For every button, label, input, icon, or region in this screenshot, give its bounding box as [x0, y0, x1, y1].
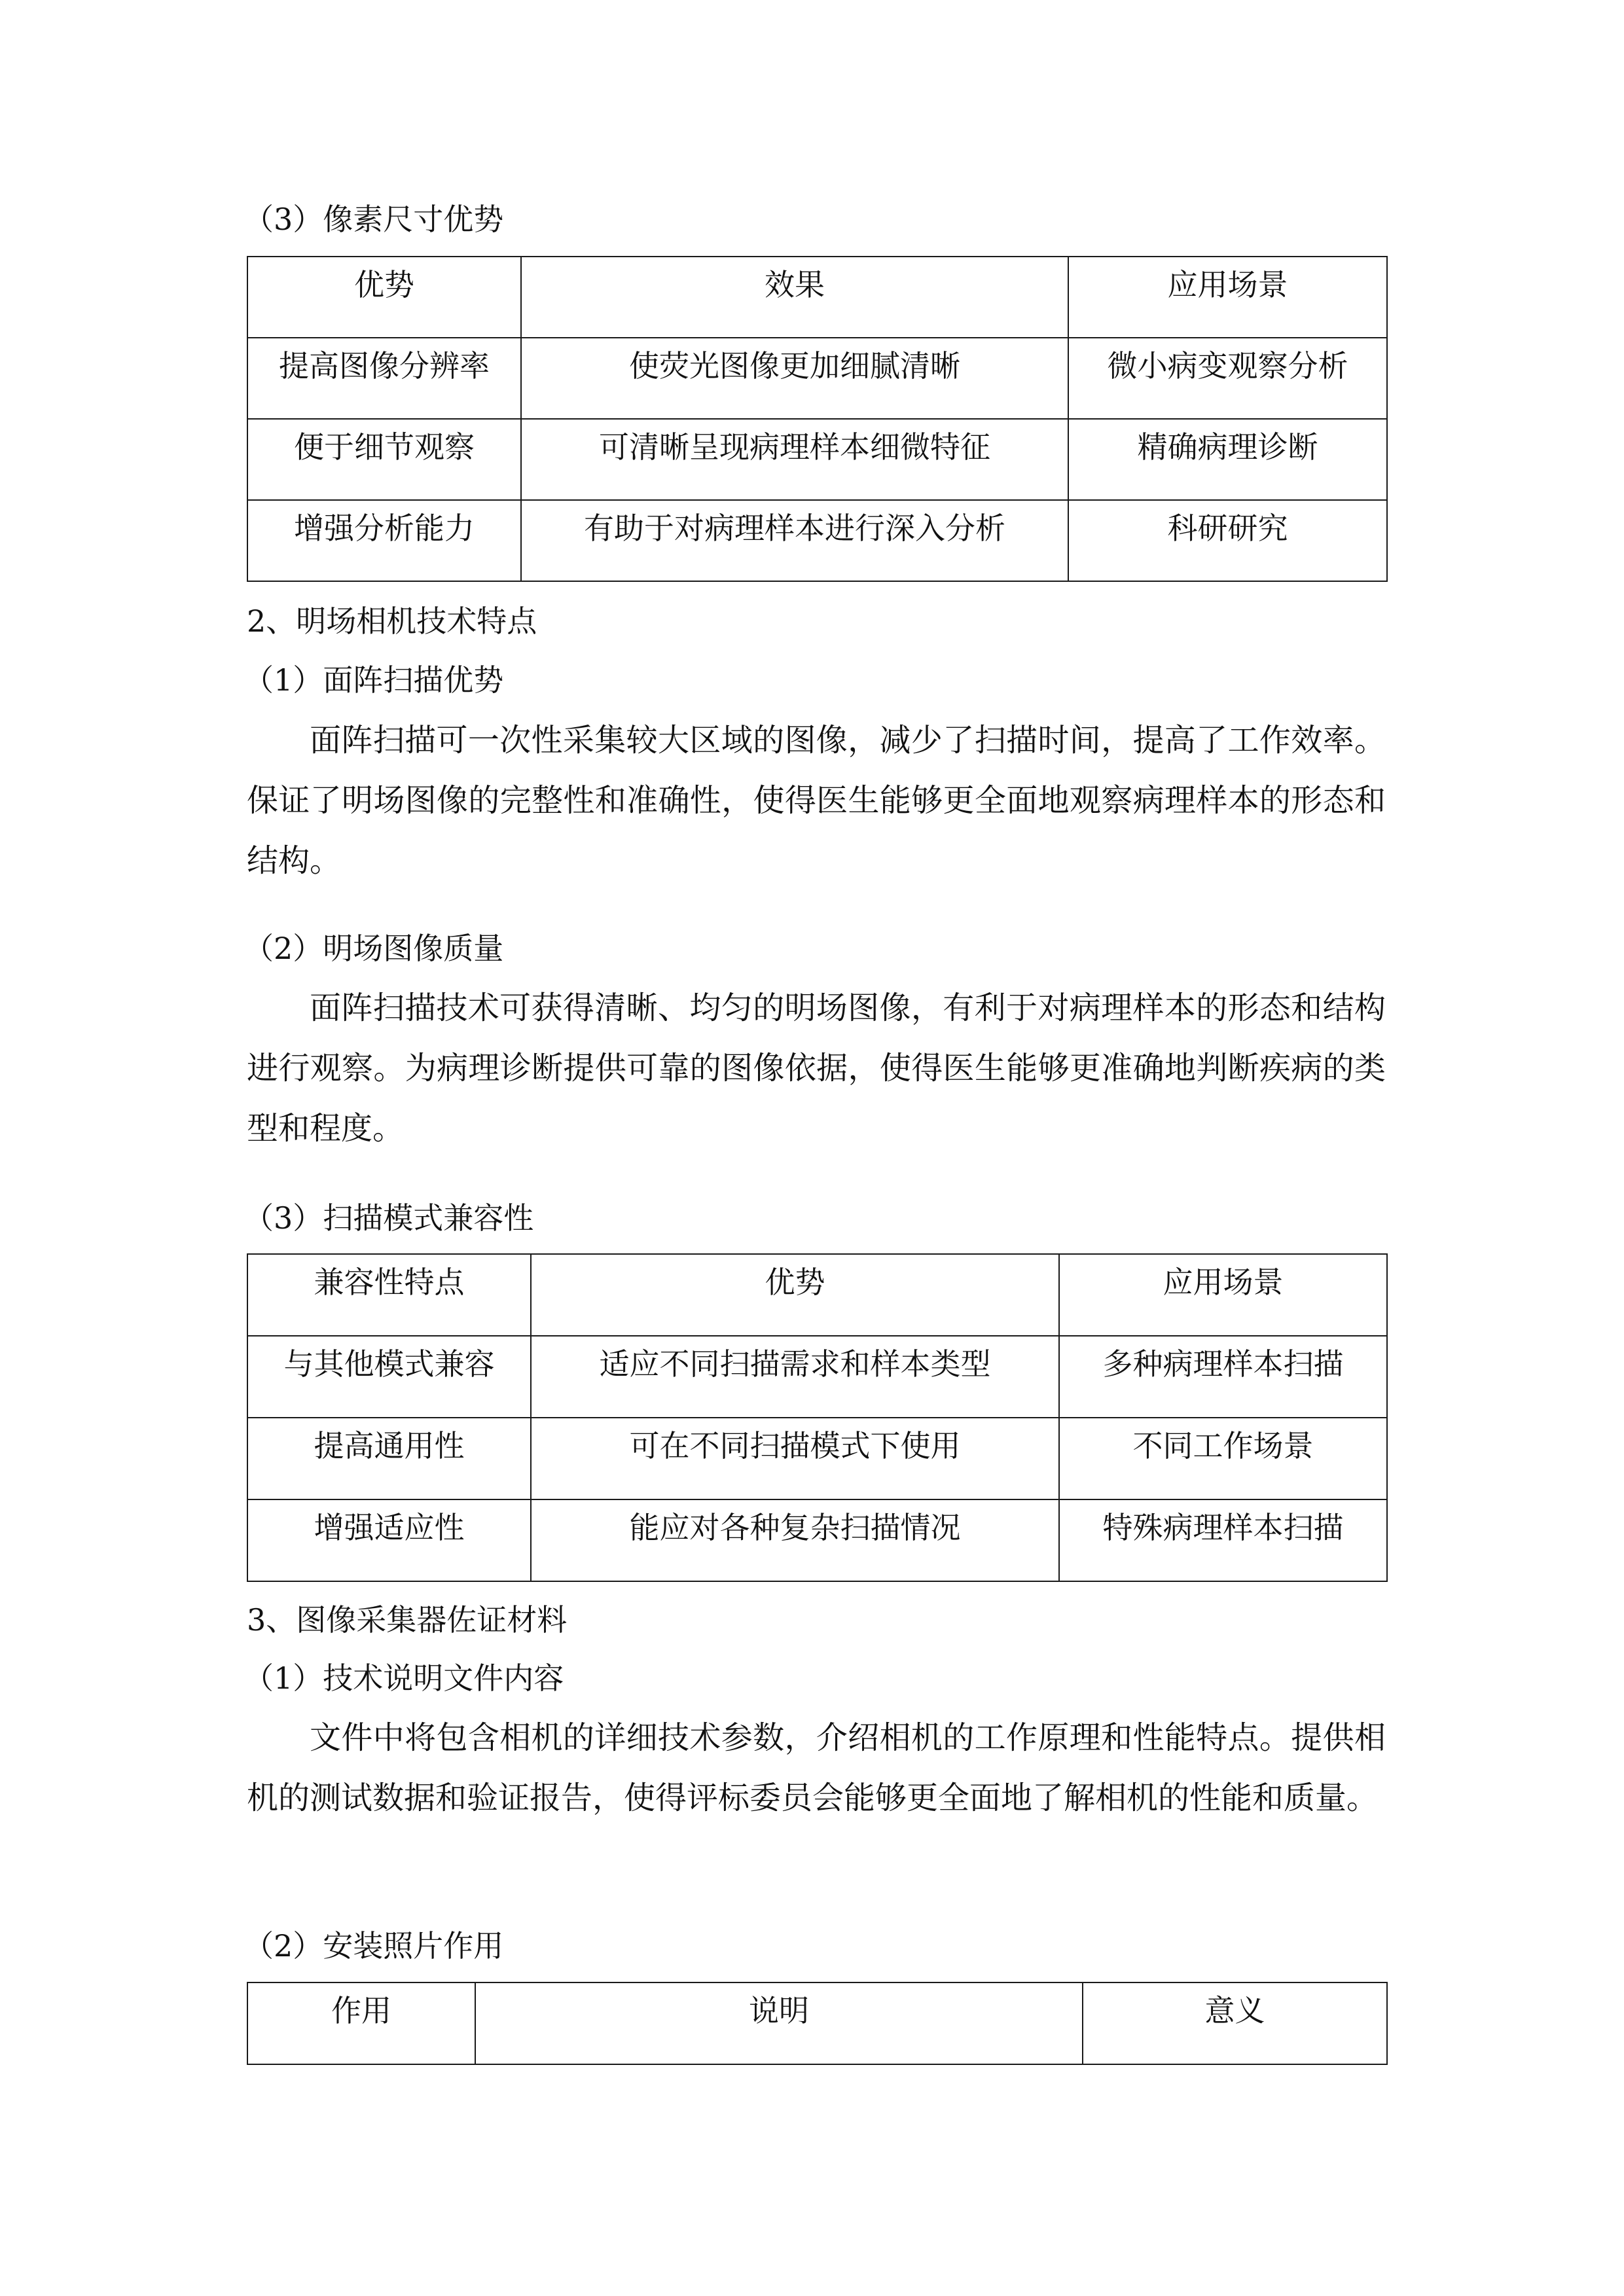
table-cell: 便于细节观察: [247, 419, 521, 500]
table-cell: 科研研究: [1068, 500, 1387, 581]
table-cell: 提高通用性: [247, 1418, 531, 1499]
section-heading: 2、明场相机技术特点: [247, 603, 537, 639]
table-header-row: [247, 257, 1387, 338]
table-installation-photo-role: [247, 1982, 1386, 2065]
table-cell: 能应对各种复杂扫描情况: [531, 1499, 1059, 1581]
table-row: [247, 419, 1387, 500]
section-heading: （3）像素尺寸优势: [244, 202, 504, 237]
table-cell: 增强适应性: [247, 1499, 531, 1581]
table-header-cell: 说明: [475, 1982, 1083, 2064]
subsection-heading: （1）面阵扫描优势: [244, 662, 504, 698]
subsection-heading: （2）安装照片作用: [244, 1928, 504, 1964]
table-cell: 微小病变观察分析: [1068, 338, 1387, 419]
table-cell: 精确病理诊断: [1068, 419, 1387, 500]
table-header-cell: 优势: [247, 257, 521, 338]
table-row: [247, 1336, 1387, 1418]
table-cell: 适应不同扫描需求和样本类型: [531, 1336, 1059, 1418]
table-header-cell: 应用场景: [1068, 257, 1387, 338]
section-heading: 3、图像采集器佐证材料: [247, 1602, 568, 1638]
table-cell: 可在不同扫描模式下使用: [531, 1418, 1059, 1499]
table-row: [247, 500, 1387, 581]
table-cell: 有助于对病理样本进行深入分析: [521, 500, 1068, 581]
table-cell: 可清晰呈现病理样本细微特征: [521, 419, 1068, 500]
paragraph: 面阵扫描技术可获得清晰、均匀的明场图像，有利于对病理样本的形态和结构进行观察。为病理诊断提供可靠的图像依据，使得医生能够更准确地判断疾病的类型和程度。: [247, 990, 1386, 1147]
paragraph: 面阵扫描可一次性采集较大区域的图像，减少了扫描时间，提高了工作效率。保证了明场图像的完整性和准确性，使得医生能够更全面地观察病理样本的形态和结构。: [247, 722, 1386, 879]
table-row: [247, 1418, 1387, 1499]
table-cell: 多种病理样本扫描: [1059, 1336, 1387, 1418]
table-row: [247, 338, 1387, 419]
paragraph: 文件中将包含相机的详细技术参数，介绍相机的工作原理和性能特点。提供相机的测试数据和验证报告，使得评标委员会能够更全面地了解相机的性能和质量。: [247, 1719, 1386, 1816]
table-header-cell: 效果: [521, 257, 1068, 338]
table-header-cell: 意义: [1083, 1982, 1387, 2064]
table-pixel-size-advantages: [247, 256, 1386, 582]
table-header-cell: 兼容性特点: [247, 1254, 531, 1336]
table-cell: 使荧光图像更加细腻清晰: [521, 338, 1068, 419]
table-cell: 增强分析能力: [247, 500, 521, 581]
table-scan-mode-compatibility: [247, 1253, 1386, 1582]
table-header-cell: 应用场景: [1059, 1254, 1387, 1336]
table-cell: 不同工作场景: [1059, 1418, 1387, 1499]
table-header-cell: 优势: [531, 1254, 1059, 1336]
subsection-heading: （2）明场图像质量: [244, 931, 504, 966]
table-cell: 特殊病理样本扫描: [1059, 1499, 1387, 1581]
table-row: [247, 1499, 1387, 1581]
table-cell: 与其他模式兼容: [247, 1336, 531, 1418]
subsection-heading: （3）扫描模式兼容性: [244, 1200, 534, 1236]
subsection-heading: （1）技术说明文件内容: [244, 1660, 564, 1696]
table-header-row: [247, 1982, 1387, 2064]
table-header-row: [247, 1254, 1387, 1336]
table-header-cell: 作用: [247, 1982, 475, 2064]
table-cell: 提高图像分辨率: [247, 338, 521, 419]
